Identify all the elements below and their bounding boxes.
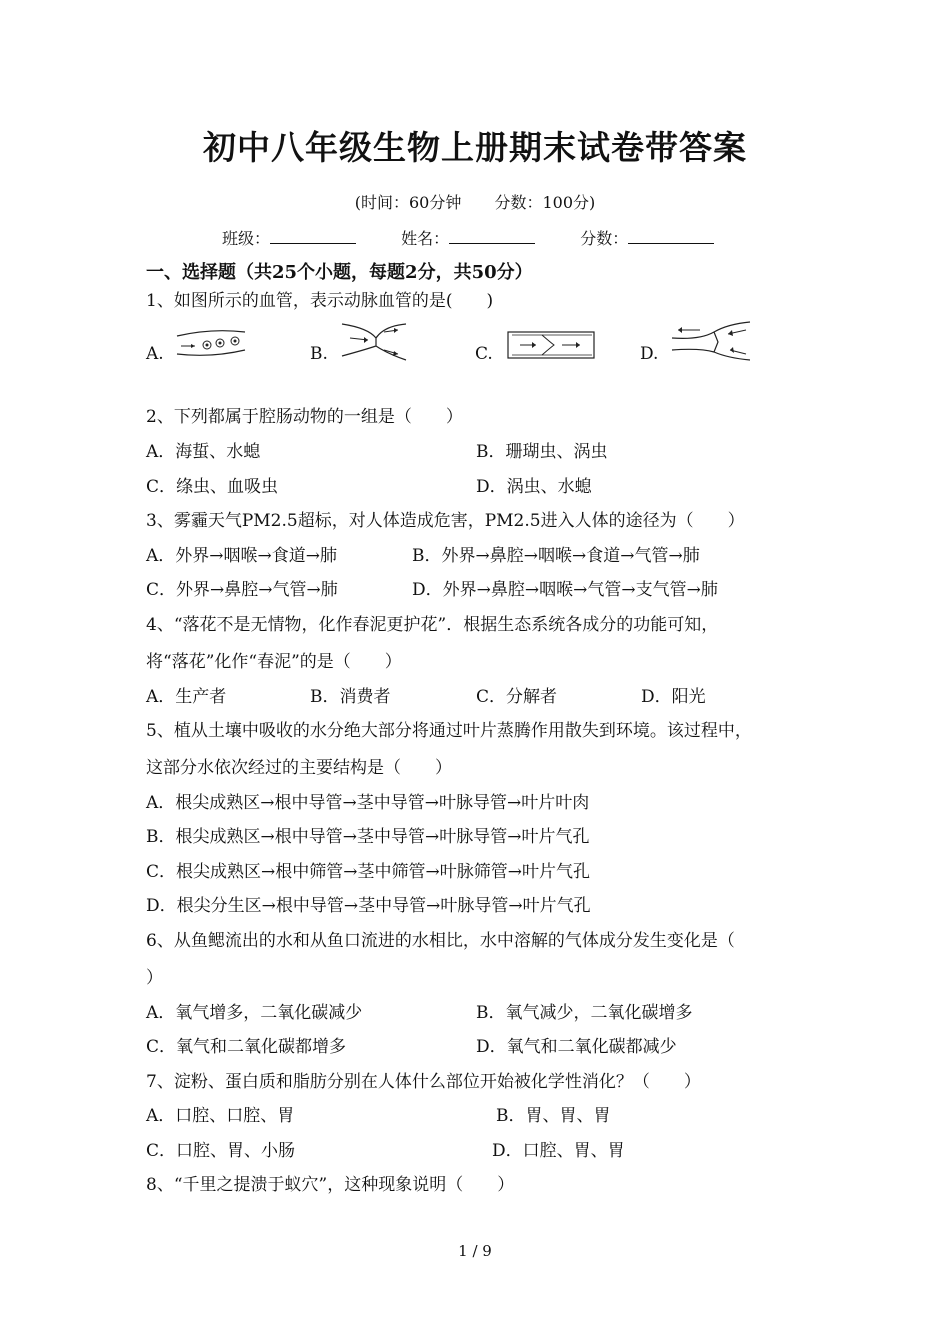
- q5-option-d[interactable]: D．根尖分生区→根中导管→茎中导管→叶脉导管→叶片气孔: [146, 896, 591, 916]
- q3-stem: 3、雾霾天气PM2.5超标，对人体造成危害，PM2.5进入人体的途径为（ ）: [146, 511, 745, 531]
- class-field[interactable]: [222, 226, 356, 249]
- q2-stem: 2、下列都属于腔肠动物的一组是（ ）: [146, 407, 463, 427]
- score-info: 分数：100分): [494, 193, 596, 212]
- q4-option-d[interactable]: D．阳光: [641, 687, 706, 707]
- class-label: 班级：: [222, 229, 271, 248]
- q1-option-c[interactable]: C.: [475, 344, 493, 364]
- q2-option-b[interactable]: B．珊瑚虫、涡虫: [476, 442, 608, 462]
- score-blank[interactable]: [628, 229, 714, 244]
- q1-option-d[interactable]: D.: [640, 344, 659, 364]
- q8-stem: 8、“千里之提溃于蚁穴”，这种现象说明（ ）: [146, 1175, 515, 1195]
- q4-option-a[interactable]: A．生产者: [146, 687, 227, 707]
- vessel-capillary-figure: [175, 326, 247, 360]
- q3-option-b[interactable]: B．外界→鼻腔→咽喉→食道→气管→肺: [412, 546, 700, 566]
- time-info: (时间：60分钟: [354, 193, 462, 212]
- vessel-artery-figure: [340, 320, 408, 364]
- q1-option-a[interactable]: A.: [146, 344, 164, 364]
- vessel-vein-merge-figure: [670, 318, 752, 364]
- q2-option-d[interactable]: D．涡虫、水螅: [476, 477, 592, 497]
- q7-option-b[interactable]: B．胃、胃、胃: [496, 1106, 611, 1126]
- q6-option-a[interactable]: A．氧气增多，二氧化碳减少: [146, 1003, 363, 1023]
- q7-option-c[interactable]: C．口腔、胃、小肠: [146, 1141, 296, 1161]
- q5-option-a[interactable]: A．根尖成熟区→根中导管→茎中导管→叶脉导管→叶片叶肉: [146, 793, 590, 813]
- exam-meta: [0, 190, 950, 213]
- page-title: 初中八年级生物上册期末试卷带答案: [203, 128, 747, 167]
- q2-option-a[interactable]: A．海蜇、水螅: [146, 442, 261, 462]
- q6-stem-line1: 6、从鱼鳃流出的水和从鱼口流进的水相比，水中溶解的气体成分发生变化是（: [146, 931, 735, 951]
- score-field[interactable]: [580, 226, 714, 249]
- section-heading: 一、选择题（共25个小题，每题2分，共50分）: [146, 262, 533, 283]
- q4-stem-line1: 4、“落花不是无情物，化作春泥更护花”．根据生态系统各成分的功能可知，: [146, 615, 719, 635]
- class-blank[interactable]: [270, 229, 356, 244]
- q5-option-b[interactable]: B．根尖成熟区→根中导管→茎中导管→叶脉导管→叶片气孔: [146, 827, 590, 847]
- q6-option-b[interactable]: B．氧气减少，二氧化碳增多: [476, 1003, 693, 1023]
- vessel-vein-figure: [506, 330, 598, 360]
- q1-stem: 1、如图所示的血管，表示动脉血管的是( ): [146, 291, 494, 311]
- q7-option-d[interactable]: D．口腔、胃、胃: [492, 1141, 625, 1161]
- q1-option-b[interactable]: B.: [310, 344, 328, 364]
- q5-stem-line2: 这部分水依次经过的主要结构是（ ）: [146, 758, 452, 778]
- q6-stem-line2: ）: [146, 968, 163, 988]
- q6-option-d[interactable]: D．氧气和二氧化碳都减少: [476, 1037, 677, 1057]
- q3-option-d[interactable]: D．外界→鼻腔→咽喉→气管→支气管→肺: [412, 580, 718, 600]
- page-number: 1 / 9: [458, 1242, 492, 1260]
- q5-stem-line1: 5、植从土壤中吸收的水分绝大部分将通过叶片蒸腾作用散失到环境。该过程中，: [146, 721, 752, 741]
- score-label: 分数：: [580, 229, 629, 248]
- q4-option-b[interactable]: B．消费者: [310, 687, 391, 707]
- student-fields: [222, 226, 754, 249]
- q7-option-a[interactable]: A．口腔、口腔、胃: [146, 1106, 295, 1126]
- name-label: 姓名：: [401, 229, 450, 248]
- q6-option-c[interactable]: C．氧气和二氧化碳都增多: [146, 1037, 347, 1057]
- name-blank[interactable]: [449, 229, 535, 244]
- q2-option-c[interactable]: C．绦虫、血吸虫: [146, 477, 279, 497]
- q3-option-a[interactable]: A．外界→咽喉→食道→肺: [146, 546, 338, 566]
- name-field[interactable]: [401, 226, 535, 249]
- q7-stem: 7、淀粉、蛋白质和脂肪分别在人体什么部位开始被化学性消化？（ ）: [146, 1072, 701, 1092]
- q5-option-c[interactable]: C．根尖成熟区→根中筛管→茎中筛管→叶脉筛管→叶片气孔: [146, 862, 590, 882]
- q3-option-c[interactable]: C．外界→鼻腔→气管→肺: [146, 580, 338, 600]
- q4-option-c[interactable]: C．分解者: [476, 687, 558, 707]
- q4-stem-line2: 将“落花”化作“春泥”的是（ ）: [146, 652, 402, 672]
